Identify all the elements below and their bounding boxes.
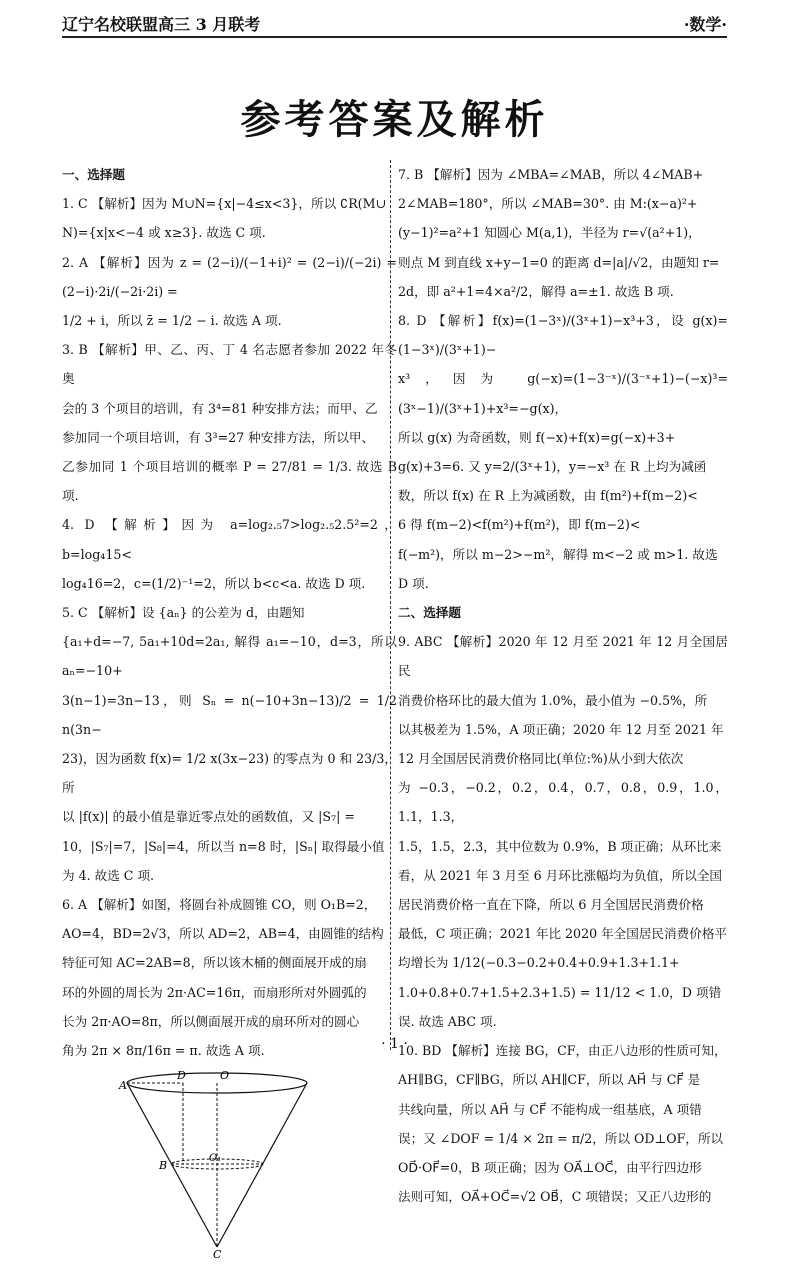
text-line: {a₁+d=−7, 5a₁+10d=2a₁, 解得 a₁=−10，d=3，所以 aₙ=−10+ xyxy=(62,634,397,679)
text-line: 9. ABC 【解析】2020 年 12 月至 2021 年 12 月全国居民 xyxy=(398,634,728,679)
text-line: 误. 故选 ABC 项. xyxy=(398,1013,497,1029)
page-number: · 1 · xyxy=(381,1036,408,1052)
text-line: 乙参加同 1 个项目培训的概率 P = 27/81 = 1/3. 故选 B 项. xyxy=(62,459,397,504)
text-line: f(−m²)，所以 m−2>−m²，解得 m<−2 或 m>1. 故选 xyxy=(398,546,718,562)
text-line: 6 得 f(m−2)<f(m²)+f(m²)，即 f(m−2)< xyxy=(398,517,641,533)
text-line: 法则可知，OA⃗+OC⃗=√2 OB⃗，C 项错误；又正八边形的 xyxy=(398,1189,712,1205)
text-line: 数，所以 f(x) 在 R 上为减函数，由 f(m²)+f(m−2)< xyxy=(398,488,698,504)
text-line: 消费价格环比的最大值为 1.0%，最小值为 −0.5%，所 xyxy=(398,692,708,708)
page-title: 参考答案及解析 xyxy=(240,97,549,143)
label-a: A xyxy=(119,1079,127,1093)
text-line: 参加同一个项目培训，有 3³=27 种安排方法，所以甲、 xyxy=(62,429,375,445)
text-line: 以其极差为 1.5%，A 项正确；2020 年 12 月至 2021 年 xyxy=(398,721,724,737)
text-line: AH∥BG，CF∥BG，所以 AH∥CF，所以 AH⃗ 与 CF⃗ 是 xyxy=(398,1072,701,1088)
text-line: 1. C 【解析】因为 M∪N={x|−4≤x<3}，所以 ∁R(M∪ xyxy=(62,196,387,212)
cone-figure xyxy=(117,1069,317,1259)
text-line: 2∠MAB=180°，所以 ∠MAB=30°. 由 M:(x−a)²+ xyxy=(398,196,698,212)
text-line: 23)，因为函数 f(x)= 1/2 x(3x−23) 的零点为 0 和 23/3，所 xyxy=(62,751,397,796)
text-line: 2d，即 a²+1=4×a²/2，解得 a=±1. 故选 B 项. xyxy=(398,283,674,299)
text-line: log₄16=2，c=(1/2)⁻¹=2，所以 b<c<a. 故选 D 项. xyxy=(62,575,366,591)
text-line: N)={x|x<−4 或 x≥3}. 故选 C 项. xyxy=(62,225,266,241)
text-line: g(x)+3=6. 又 y=2/(3ˣ+1)，y=−x³ 在 R 上均为减函 xyxy=(398,459,707,475)
text-line: 特征可知 AC=2AB=8，所以该木桶的侧面展开成的扇 xyxy=(62,955,367,971)
label-o1: O₁ xyxy=(209,1153,222,1165)
text-line: 5. C 【解析】设 {aₙ} 的公差为 d，由题知 xyxy=(62,605,305,621)
text-line: 以 |f(x)| 的最小值是靠近零点处的函数值，又 |S₇| = xyxy=(62,809,355,825)
text-line: x³，因为 g(−x)=(1−3⁻ˣ)/(3⁻ˣ+1)−(−x)³=(3ˣ−1)/(3ˣ+1)+x³=−g(x)， xyxy=(398,371,728,416)
label-o: O xyxy=(220,1069,230,1083)
subject-label: ·数学· xyxy=(683,15,727,34)
text-line: 1.0+0.8+0.7+1.5+2.3+1.5) = 11/12 < 1.0，D 项错 xyxy=(398,984,722,1000)
text-line: AO=4，BD=2√3，所以 AD=2，AB=4，由圆锥的结构 xyxy=(62,926,384,942)
text-line: 所以 g(x) 为奇函数，则 f(−x)+f(x)=g(−x)+3+ xyxy=(398,429,676,445)
text-line: 共线向量，所以 AH⃗ 与 CF⃗ 不能构成一组基底，A 项错 xyxy=(398,1101,702,1117)
text-line: 10，|S₇|=7，|S₈|=4，所以当 n=8 时，|Sₙ| 取得最小值 xyxy=(62,838,385,854)
text-line: 会的 3 个项目的培训，有 3⁴=81 种安排方法；而甲、乙 xyxy=(62,400,378,416)
right-column xyxy=(398,160,728,1211)
text-line: 则点 M 到直线 x+y−1=0 的距离 d=|a|/√2，由题知 r= xyxy=(398,254,720,270)
section-heading: 二、选择题 xyxy=(398,605,461,621)
text-line: 角为 2π × 8π/16π = π. 故选 A 项. xyxy=(62,1043,265,1059)
text-line: 为 4. 故选 C 项. xyxy=(62,867,155,883)
text-line: 1/2 + i，所以 z̄ = 1/2 − i. 故选 A 项. xyxy=(62,313,282,329)
text-line: 3(n−1)=3n−13，则 Sₙ = n(−10+3n−13)/2 = 1/2 n(3n− xyxy=(62,692,397,737)
page-header xyxy=(62,10,727,38)
text-line: D 项. xyxy=(398,575,429,591)
text-line: 居民消费价格一直在下降，所以 6 月全国居民消费价格 xyxy=(398,897,704,913)
text-line: 8. D 【解析】f(x)=(1−3ˣ)/(3ˣ+1)−x³+3，设 g(x)=(1−3ˣ)/(3ˣ+1)− xyxy=(398,313,728,358)
text-line: 6. A 【解析】如图，将圆台补成圆锥 CO，则 O₁B=2， xyxy=(62,897,377,913)
text-line: 2. A 【解析】因为 z = (2−i)/(−1+i)² = (2−i)/(−2i) = (2−i)·2i/(−2i·2i) = xyxy=(62,254,397,299)
text-line: OD⃗·OF⃗=0，B 项正确；因为 OA⃗⊥OC⃗，由平行四边形 xyxy=(398,1159,702,1175)
text-line: 为 −0.3，−0.2，0.2，0.4，0.7，0.8，0.9，1.0，1.1，1.3， xyxy=(398,780,728,825)
text-line: 均增长为 1/12(−0.3−0.2+0.4+0.9+1.3+1.1+ xyxy=(398,955,680,971)
label-d: D xyxy=(177,1069,186,1083)
text-line: 3. B 【解析】甲、乙、丙、丁 4 名志愿者参加 2022 年冬奥 xyxy=(62,342,397,387)
text-line: 误；又 ∠DOF = 1/4 × 2π = π/2，所以 OD⊥OF，所以 xyxy=(398,1130,724,1146)
section-heading: 一、选择题 xyxy=(62,167,125,182)
text-line: 看，从 2021 年 3 月至 6 月环比涨幅均为负值，所以全国 xyxy=(398,867,722,883)
text-line: 4. D 【解析】因为 a=log₂.₅7>log₂.₅2.5²=2，b=log₄15< xyxy=(62,517,397,562)
label-c: C xyxy=(213,1248,222,1260)
label-b: B xyxy=(159,1159,168,1173)
text-line: 7. B 【解析】因为 ∠MBA=∠MAB，所以 4∠MAB+ xyxy=(398,167,704,182)
text-line: 1.5，1.5，2.3，其中位数为 0.9%，B 项正确；从环比来 xyxy=(398,838,722,854)
text-line: 12 月全国居民消费价格同比(单位:%)从小到大依次 xyxy=(398,751,684,767)
text-line: (y−1)²=a²+1 知圆心 M(a,1)，半径为 r=√(a²+1)， xyxy=(398,225,701,241)
left-column xyxy=(62,160,397,1270)
text-line: 最低，C 项正确；2021 年比 2020 年全国居民消费价格平 xyxy=(398,926,728,942)
exam-name: 辽宁名校联盟高三 3 月联考 xyxy=(62,15,261,34)
text-line: 10. BD 【解析】连接 BG，CF，由正八边形的性质可知， xyxy=(398,1043,727,1059)
text-line: 环的外圆的周长为 2π·AC=16π，而扇形所对外圆弧的 xyxy=(62,984,367,1000)
text-line: 长为 2π·AO=8π，所以侧面展开成的扇环所对的圆心 xyxy=(62,1013,360,1029)
